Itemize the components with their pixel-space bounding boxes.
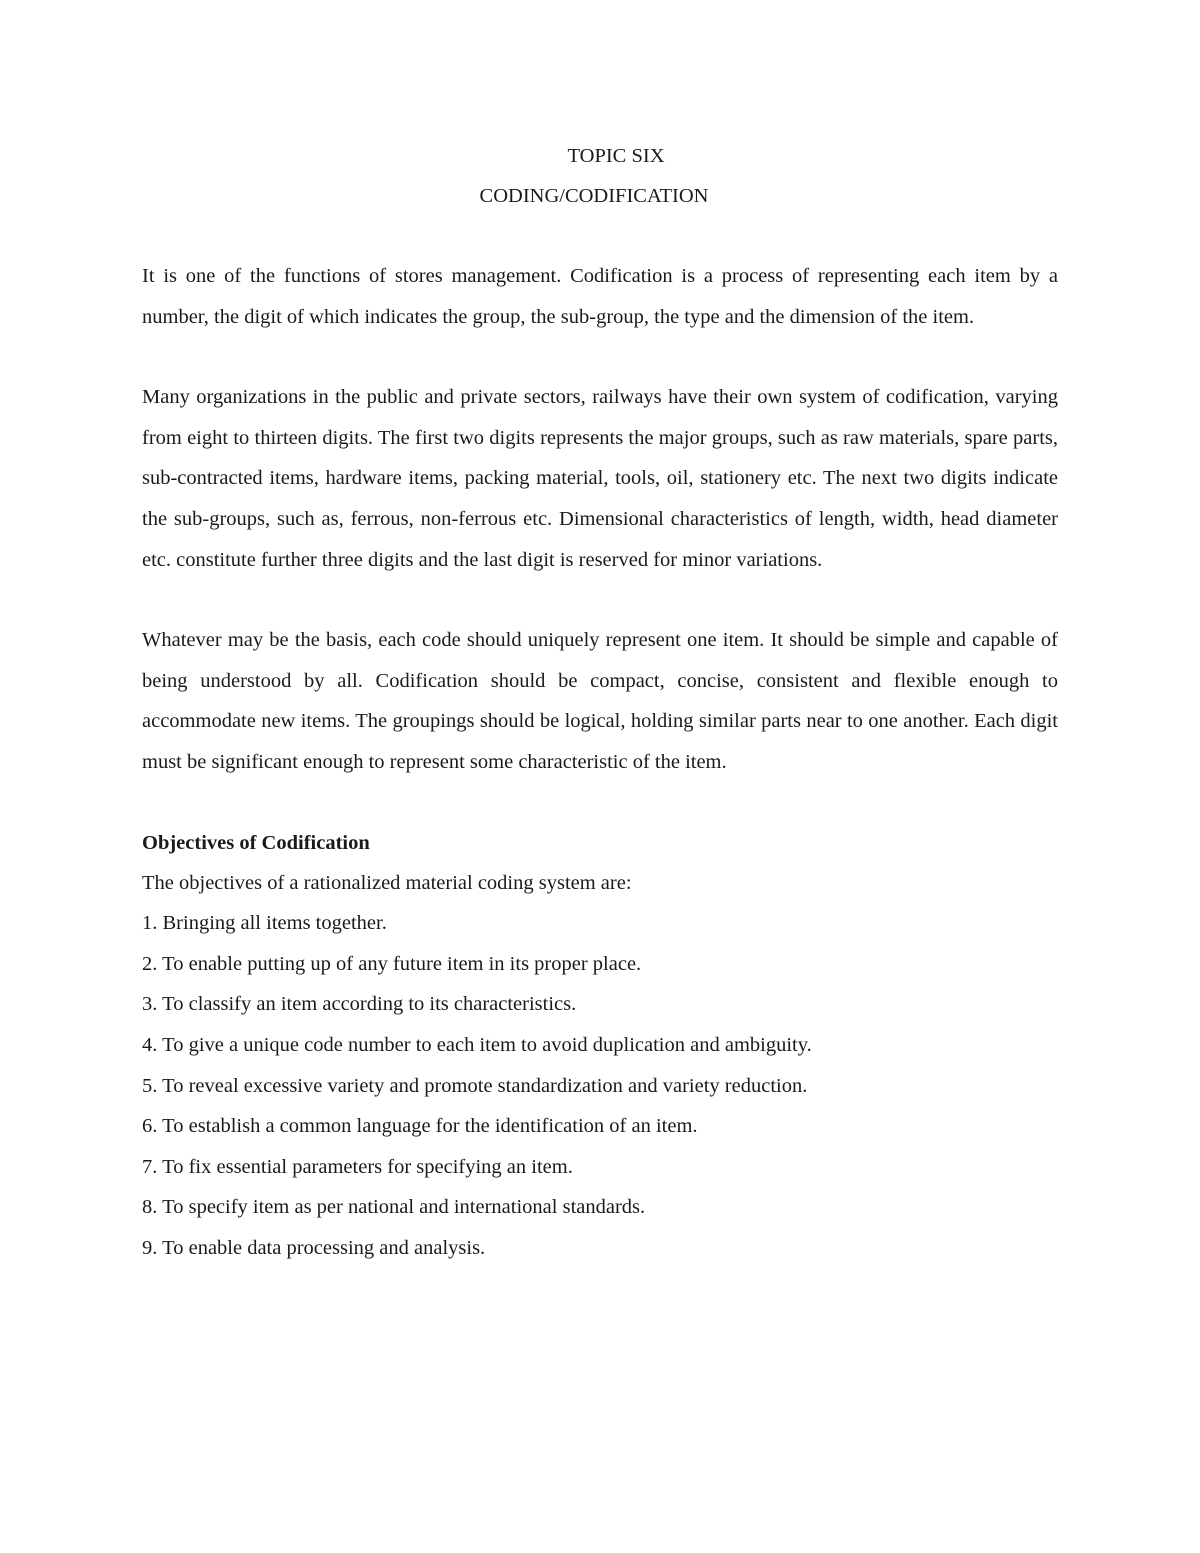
paragraph-organizations: Many organizations in the public and private sectors, railways have their own system of codification, varying from eight to thirteen digits. The first two digits represents the major groups, such as raw materials, spare parts, sub-contracted items, hardware items, packing material, tools, oil, stationery etc. The next two digits indicate the sub-groups, such as, ferrous, non-ferrous etc. Dimensional characteristics of length, width, head diameter etc. constitute further three digits and the last digit is reserved for minor variations. bbox=[142, 386, 1058, 571]
list-item: 5. To reveal excessive variety and promote standardization and variety reduction. bbox=[142, 1074, 808, 1097]
spacer bbox=[142, 783, 1058, 823]
list-item: 1. Bringing all items together. bbox=[142, 912, 387, 935]
document-subtitle: CODING/CODIFICATION bbox=[479, 185, 709, 207]
list-item: 3. To classify an item according to its characteristics. bbox=[142, 993, 577, 1016]
document-page bbox=[142, 136, 1058, 1268]
paragraph-basis: Whatever may be the basis, each code should uniquely represent one item. It should be simple and capable of being understood by all. Codification should be compact, concise, consistent and flexible enough to accommodate new items. The groupings should be logical, holding similar parts near to one another. Each digit must be significant enough to represent some characteristic of the item. bbox=[142, 629, 1058, 773]
section-heading-objectives: Objectives of Codification bbox=[142, 831, 370, 854]
list-item: 7. To fix essential parameters for specifying an item. bbox=[142, 1155, 573, 1178]
list-item: 9. To enable data processing and analysis. bbox=[142, 1236, 486, 1259]
objectives-list bbox=[142, 903, 1058, 1268]
list-item: 6. To establish a common language for the identification of an item. bbox=[142, 1115, 698, 1138]
list-item: 2. To enable putting up of any future item in its proper place. bbox=[142, 952, 642, 975]
list-item: 8. To specify item as per national and international standards. bbox=[142, 1196, 646, 1219]
spacer bbox=[142, 580, 1058, 620]
spacer bbox=[142, 216, 1058, 256]
objectives-intro: The objectives of a rationalized material coding system are: bbox=[142, 871, 632, 894]
spacer bbox=[142, 337, 1058, 377]
document-title: TOPIC SIX bbox=[567, 145, 665, 167]
paragraph-intro: It is one of the functions of stores management. Codification is a process of representing each item by a number, the digit of which indicates the group, the sub-group, the type and the dimension of the item. bbox=[142, 265, 1058, 328]
list-item: 4. To give a unique code number to each item to avoid duplication and ambiguity. bbox=[142, 1033, 812, 1056]
